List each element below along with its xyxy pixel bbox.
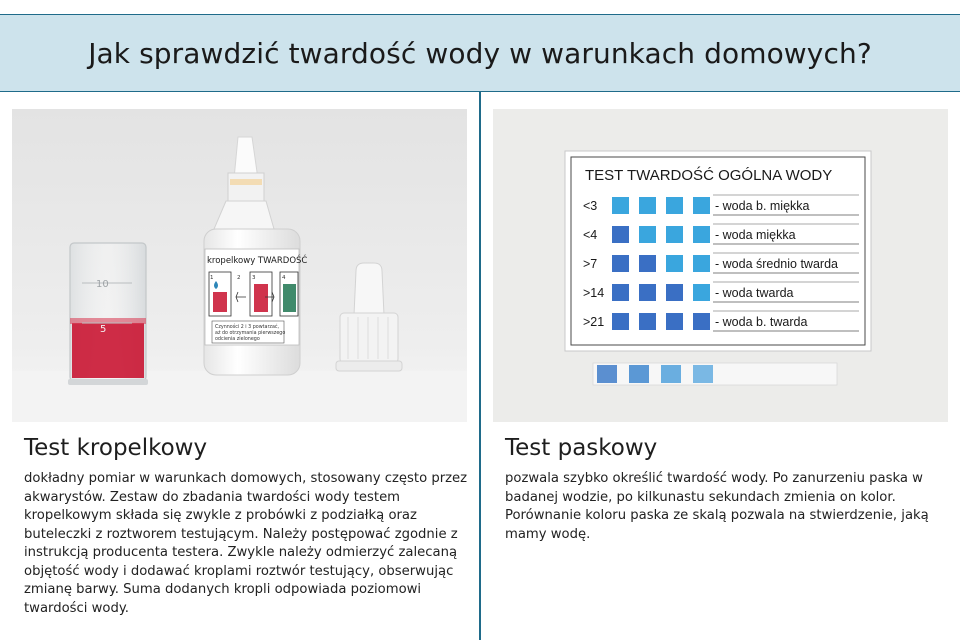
scale-range: <4 [583,228,598,242]
scale-label: - woda twarda [715,286,794,300]
scale-swatch [693,255,710,272]
strip-test-title: Test paskowy [505,435,658,461]
drop-test-photo [12,109,467,422]
scale-swatch [639,226,656,243]
vial-mark-10: 10 [96,279,109,290]
strip-pad [597,365,617,383]
strip-pad [629,365,649,383]
drop-test-description: dokładny pomiar w warunkach domowych, stosowany często przez akwarystów. Zestaw do zbadania twardości wody testem kropelkowym składa się zwykle z probówki z podziałką oraz buteleczki z roztworem testującym. Należy postępować zgodnie z instrukcją producenta testera. Zwykle należy odmierzyć zalecaną objętość wody i dodawać kroplami roztwór testujący, obserwując zmianę barwy. Suma dodanych kropli odpowiada poziomowi twardości wody. [24,471,468,616]
scale-label: - woda średnio twarda [715,257,838,271]
scale-range: >21 [583,315,605,329]
card-title: TEST TWARDOŚĆ OGÓLNA WODY [585,167,833,184]
bottle-note-line-2: aż do otrzymania pierwszego [215,331,286,336]
scale-range: <3 [583,199,598,213]
bottle-step-4: 4 [282,275,286,281]
bottle-note-line-1: Czynności 2 i 3 powtarzać, [215,325,280,330]
page-title: Jak sprawdzić twardość wody w warunkach domowych? [88,36,872,70]
scale-swatch [612,197,629,214]
scale-swatch [693,226,710,243]
drop-test-illustration [12,109,467,422]
scale-range: >7 [583,257,598,271]
scale-swatch [612,284,629,301]
bottle-note-line-3: odcienia zielonego [215,337,260,342]
measuring-vial [68,243,148,385]
scale-swatch [639,255,656,272]
strip-test-illustration [493,109,948,422]
scale-range: >14 [583,286,605,300]
scale-swatch [666,313,683,330]
scale-swatch [612,226,629,243]
bottle-step-2: 2 [237,275,241,281]
scale-swatch [666,284,683,301]
strip-pad [661,365,681,383]
scale-swatch [612,313,629,330]
page-header [0,14,960,92]
strip-test-photo [493,109,948,422]
drop-test-title: Test kropelkowy [24,435,208,461]
bottle-step-3: 3 [252,275,256,281]
scale-swatch [693,197,710,214]
strip-pad [693,365,713,383]
strip-test-section [481,92,960,640]
bottle-step-1: 1 [210,275,214,281]
scale-swatch [693,313,710,330]
scale-swatch [666,226,683,243]
drop-test-section [0,92,480,640]
scale-swatch [639,284,656,301]
scale-label: - woda b. twarda [715,315,808,329]
red-test-liquid [72,323,144,378]
scale-swatch [639,197,656,214]
scale-swatch [612,255,629,272]
scale-label: - woda miękka [715,228,796,242]
scale-label: - woda b. miękka [715,199,810,213]
vial-mark-5: 5 [100,324,107,335]
scale-swatch [639,313,656,330]
scale-swatch [666,255,683,272]
scale-swatch [666,197,683,214]
bottle-label-text: kropelkowy TWARDOŚĆ [207,256,308,266]
scale-swatch [693,284,710,301]
strip-test-description: pozwala szybko określić twardość wody. Po zanurzeniu paska w badanej wodzie, po kilkunastu sekundach zmienia on kolor. Porównanie koloru paska ze skalą pozwala na stwierdzenie, jaką mamy wodę. [505,471,929,542]
